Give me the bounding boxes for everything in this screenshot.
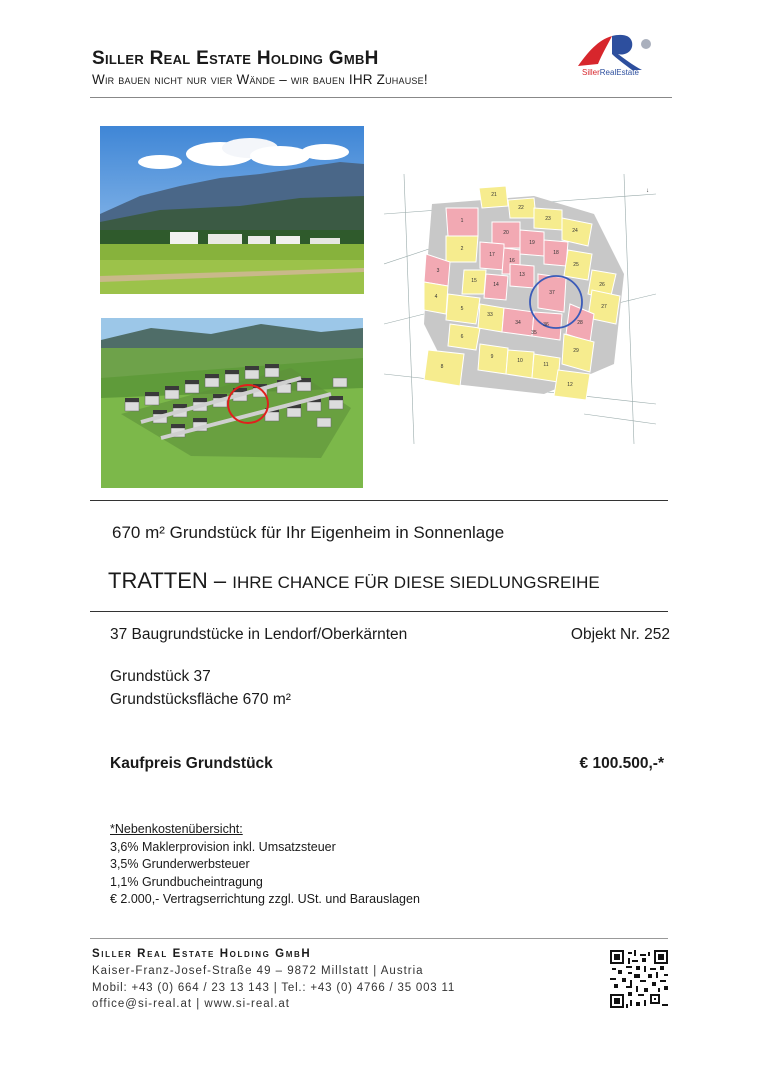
svg-text:26: 26 [599, 282, 605, 288]
svg-text:21: 21 [491, 192, 497, 198]
header-divider [90, 97, 672, 98]
headline [108, 568, 600, 594]
cost-item: 1,1% Grundbucheintragung [110, 874, 263, 889]
svg-text:10: 10 [517, 358, 523, 364]
svg-text:17: 17 [489, 252, 495, 258]
images-divider [90, 500, 668, 501]
footer-divider [90, 938, 668, 939]
svg-text:37: 37 [549, 290, 555, 296]
costs-title: *Nebenkostenübersicht: [110, 822, 243, 836]
svg-text:34: 34 [515, 320, 521, 326]
footer-web[interactable]: office@si-real.at | www.si-real.at [92, 998, 290, 1010]
price-value: € 100.500,-* [579, 755, 664, 772]
svg-text:18: 18 [553, 250, 559, 256]
plot-area: Grundstücksfläche 670 m² [110, 691, 291, 708]
svg-text:16: 16 [509, 258, 515, 264]
aerial-rendering [101, 318, 363, 488]
cost-item: 3,6% Maklerprovision inkl. Umsatzsteuer [110, 839, 336, 854]
headline-divider [90, 611, 668, 612]
svg-text:29: 29 [573, 348, 579, 354]
svg-text:14: 14 [493, 282, 499, 288]
price-label: Kaufpreis Grundstück [110, 755, 273, 772]
company-logo [568, 30, 674, 82]
svg-text:5: 5 [460, 306, 464, 312]
svg-text:33: 33 [487, 312, 493, 318]
plot-number: Grundstück 37 [110, 668, 211, 685]
footer-address: Kaiser-Franz-Josef-Straße 49 – 9872 Millstatt | Austria [92, 965, 424, 977]
footer-phone: Mobil: +43 (0) 664 / 23 13 143 | Tel.: +43 (0) 4766 / 35 003 11 [92, 982, 456, 994]
svg-text:↓: ↓ [646, 188, 649, 194]
lots-summary: 37 Baugrundstücke in Lendorf/Oberkärnten [110, 626, 408, 643]
svg-text:25: 25 [573, 262, 579, 268]
intro-text: 670 m² Grundstück für Ihr Eigenheim in Sonnenlage [112, 523, 505, 542]
svg-text:36: 36 [543, 322, 549, 328]
svg-text:27: 27 [601, 304, 607, 310]
svg-text:19: 19 [529, 240, 535, 246]
svg-text:13: 13 [519, 272, 525, 278]
svg-text:22: 22 [518, 205, 524, 211]
svg-text:12: 12 [567, 382, 573, 388]
footer-company: Siller Real Estate Holding GmbH [92, 948, 312, 960]
svg-text:8: 8 [440, 364, 444, 370]
headline-main: TRATTEN [108, 568, 208, 593]
svg-text:9: 9 [490, 354, 494, 360]
svg-text:11: 11 [543, 362, 549, 368]
svg-text:2: 2 [460, 246, 464, 252]
landscape-photo [100, 126, 364, 294]
svg-text:1: 1 [460, 218, 464, 224]
svg-text:24: 24 [572, 228, 578, 234]
svg-text:35: 35 [531, 330, 537, 336]
site-plan [384, 174, 656, 444]
svg-text:6: 6 [460, 334, 464, 340]
cost-item: € 2.000,- Vertragserrichtung zzgl. USt. und Barauslagen [110, 892, 420, 906]
headline-dash: – [207, 568, 233, 593]
svg-text:20: 20 [503, 230, 509, 236]
slogan: Wir bauen nicht nur vier Wände – wir bauen IHR Zuhause! [92, 72, 428, 87]
cost-item: 3,5% Grunderwerbsteuer [110, 857, 250, 871]
qr-code[interactable] [610, 950, 668, 1008]
svg-text:3: 3 [436, 268, 440, 274]
svg-text:23: 23 [545, 216, 551, 222]
object-number: Objekt Nr. 252 [570, 626, 670, 643]
svg-text:15: 15 [471, 278, 477, 284]
headline-rest: IHRE CHANCE FÜR DIESE SIEDLUNGSREIHE [232, 573, 600, 592]
svg-text:4: 4 [434, 294, 438, 300]
svg-text:28: 28 [577, 320, 583, 326]
company-name: Siller Real Estate Holding GmbH [92, 48, 379, 69]
logo-text: SillerRealEstate [582, 68, 639, 77]
costs-list [110, 821, 420, 909]
